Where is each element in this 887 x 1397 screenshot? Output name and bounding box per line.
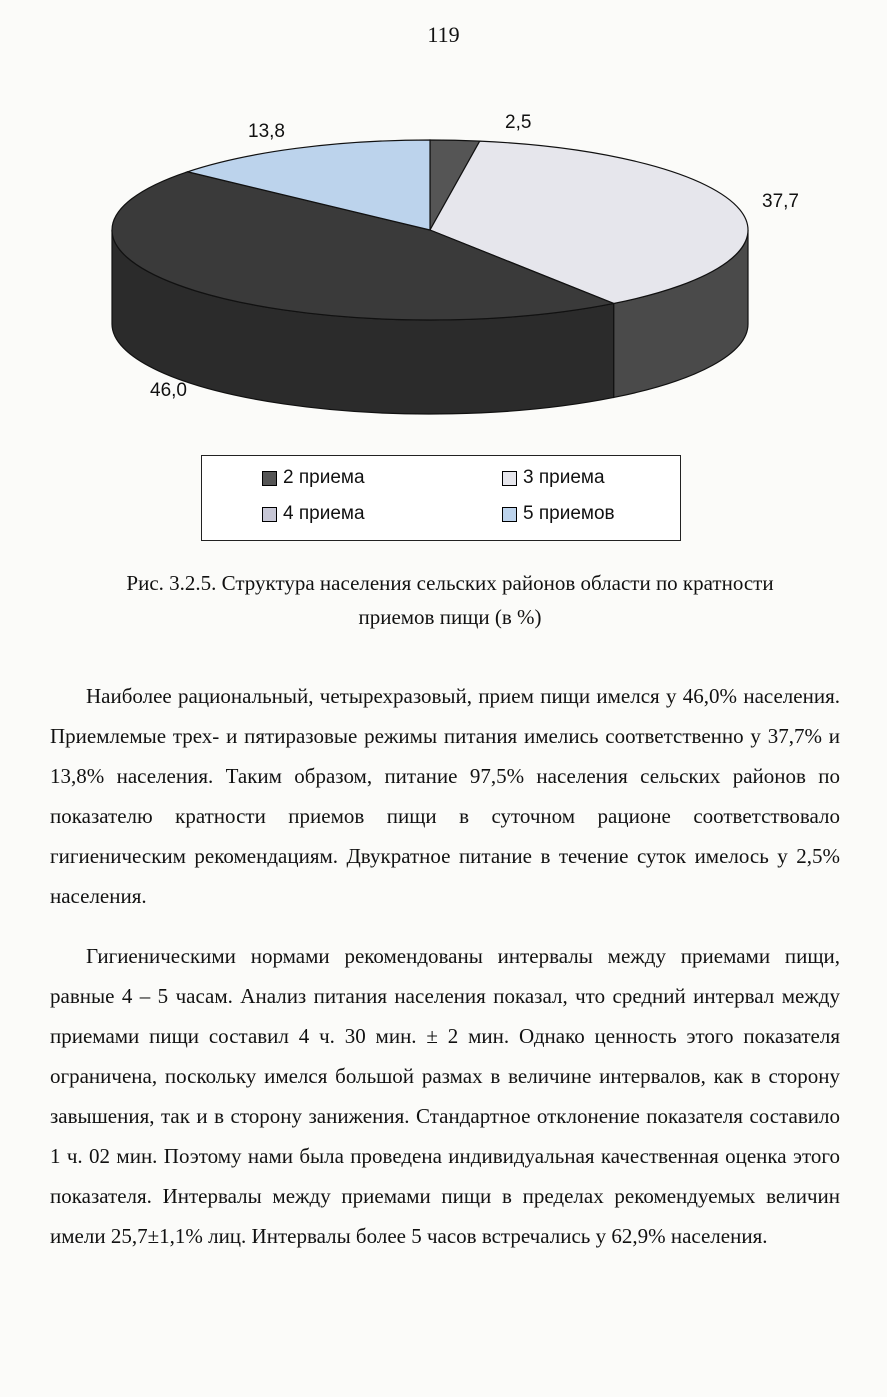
paragraph: Гигиеническими нормами рекомендованы интервалы между приемами пищи, равные 4 – 5 часам. Анализ питания населения показал, что средний интервал между приемами пищи составил 4 ч. 30 мин. ± 2 мин. Однако ценность этого показателя ограничена, поскольку имелся большой размах в величине интервалов, как в сторону завышения, так и в сторону занижения. Стандартное отклонение показателя составило 1 ч. 02 мин. Поэтому нами была проведена индивидуальная качественная оценка этого показателя. Интервалы между приемами пищи в пределах рекомендуемых величин имели 25,7±1,1% лиц. Интервалы более 5 часов встречались у 62,9% населения. [50,944,840,1248]
caption-line: Рис. 3.2.5. Структура населения сельских районов области по кратности [126,571,774,595]
legend-label: 5 приемов [523,503,615,524]
legend-swatch [262,471,277,486]
legend-swatch [262,507,277,522]
data-label: 2,5 [505,112,532,133]
legend-label: 2 приема [283,467,365,488]
pie-chart [60,100,820,440]
legend-item [502,503,615,525]
figure-caption [60,566,840,634]
legend-item [502,467,605,489]
legend-item [262,503,365,525]
paragraph: Наиболее рациональный, четырехразовый, прием пищи имелся у 46,0% населения. Приемлемые трех- и пятиразовые режимы питания имелись соответственно у 37,7% и 13,8% населения. Таким образом, питание 97,5% населения сельских районов по показателю кратности приемов пищи в суточном рационе соответствовало гигиеническим рекомендациям. Двукратное питание в течение суток имелось у 2,5% населения. [50,684,840,908]
legend-item [262,467,365,489]
data-label: 46,0 [150,380,187,401]
legend-label: 3 приема [523,467,605,488]
legend-label: 4 приема [283,503,365,524]
chart-legend [201,455,681,541]
caption-line: приемов пищи (в %) [358,605,542,629]
legend-swatch [502,507,517,522]
page-number: 119 [427,22,460,47]
legend-swatch [502,471,517,486]
body-text [50,676,840,1276]
data-label: 37,7 [762,191,799,212]
data-label: 13,8 [248,121,285,142]
